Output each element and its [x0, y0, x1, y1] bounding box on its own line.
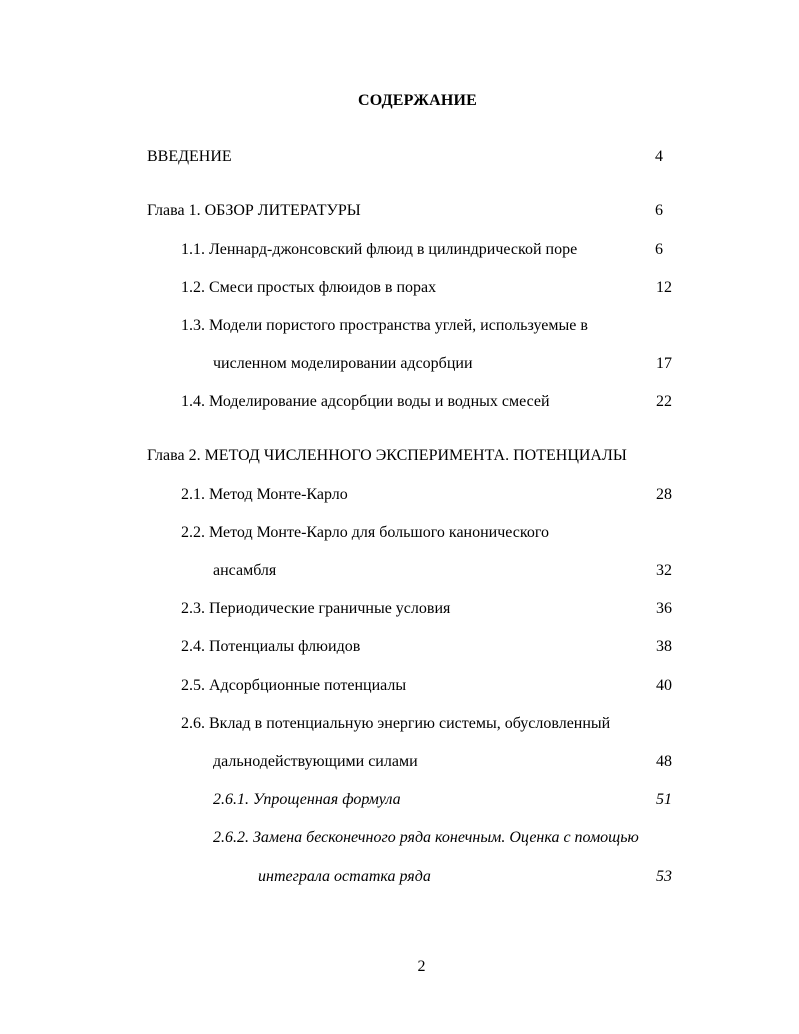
toc-entry-text: ансамбля [213, 562, 277, 579]
toc-entry-page: 40 [656, 677, 672, 694]
toc-entry-page: 32 [656, 562, 672, 579]
toc-entry-page: 12 [656, 279, 672, 296]
toc-entry-text: дальнодействующими силами [213, 753, 418, 770]
toc-entry-text: 2.3. Периодические граничные условия [181, 600, 451, 617]
toc-entry-text: 2.6. Вклад в потенциальную энергию системы, обусловленный [181, 715, 611, 732]
toc-title: СОДЕРЖАНИЕ [357, 92, 478, 109]
toc-entry-page: 4 [655, 148, 663, 165]
page-number: 2 [417, 958, 426, 975]
toc-entry-page: 53 [656, 868, 672, 885]
toc-entry-page: 22 [656, 393, 672, 410]
toc-entry-text: 2.2. Метод Монте-Карло для большого канонического [181, 524, 549, 541]
toc-entry-text: интеграла остатка ряда [258, 868, 431, 885]
toc-entry-text: численном моделировании адсорбции [213, 355, 473, 372]
toc-entry-page: 28 [656, 486, 672, 503]
toc-entry-page: 48 [656, 753, 672, 770]
toc-entry-text: 1.1. Леннард-джонсовский флюид в цилиндрической поре [181, 241, 578, 258]
toc-entry-page: 36 [656, 600, 672, 617]
toc-entry-text: 2.5. Адсорбционные потенциалы [181, 677, 407, 694]
toc-entry-page: 6 [655, 241, 663, 258]
toc-entry-page: 51 [656, 791, 672, 808]
toc-entry-text: 1.4. Моделирование адсорбции воды и водных смесей [181, 393, 550, 410]
toc-entry-page: 6 [655, 202, 663, 219]
toc-entry-text: 2.1. Метод Монте-Карло [181, 486, 348, 503]
toc-entry-text: Глава 2. МЕТОД ЧИСЛЕННОГО ЭКСПЕРИМЕНТА. ПОТЕНЦИАЛЫ [147, 447, 627, 464]
toc-entry-text: Глава 1. ОБЗОР ЛИТЕРАТУРЫ [147, 202, 361, 219]
toc-entry-page: 38 [656, 638, 672, 655]
toc-entry-text: 2.6.1. Упрощенная формула [213, 791, 401, 808]
toc-entry-text: 1.2. Смеси простых флюидов в порах [181, 279, 437, 296]
toc-entry-page: 17 [656, 355, 672, 372]
toc-entry-text: ВВЕДЕНИЕ [147, 148, 232, 165]
toc-entry-text: 2.6.2. Замена бесконечного ряда конечным. Оценка с помощью [213, 829, 639, 846]
toc-entry-text: 2.4. Потенциалы флюидов [181, 638, 361, 655]
toc-entry-text: 1.3. Модели пористого пространства углей, используемые в [181, 317, 588, 334]
